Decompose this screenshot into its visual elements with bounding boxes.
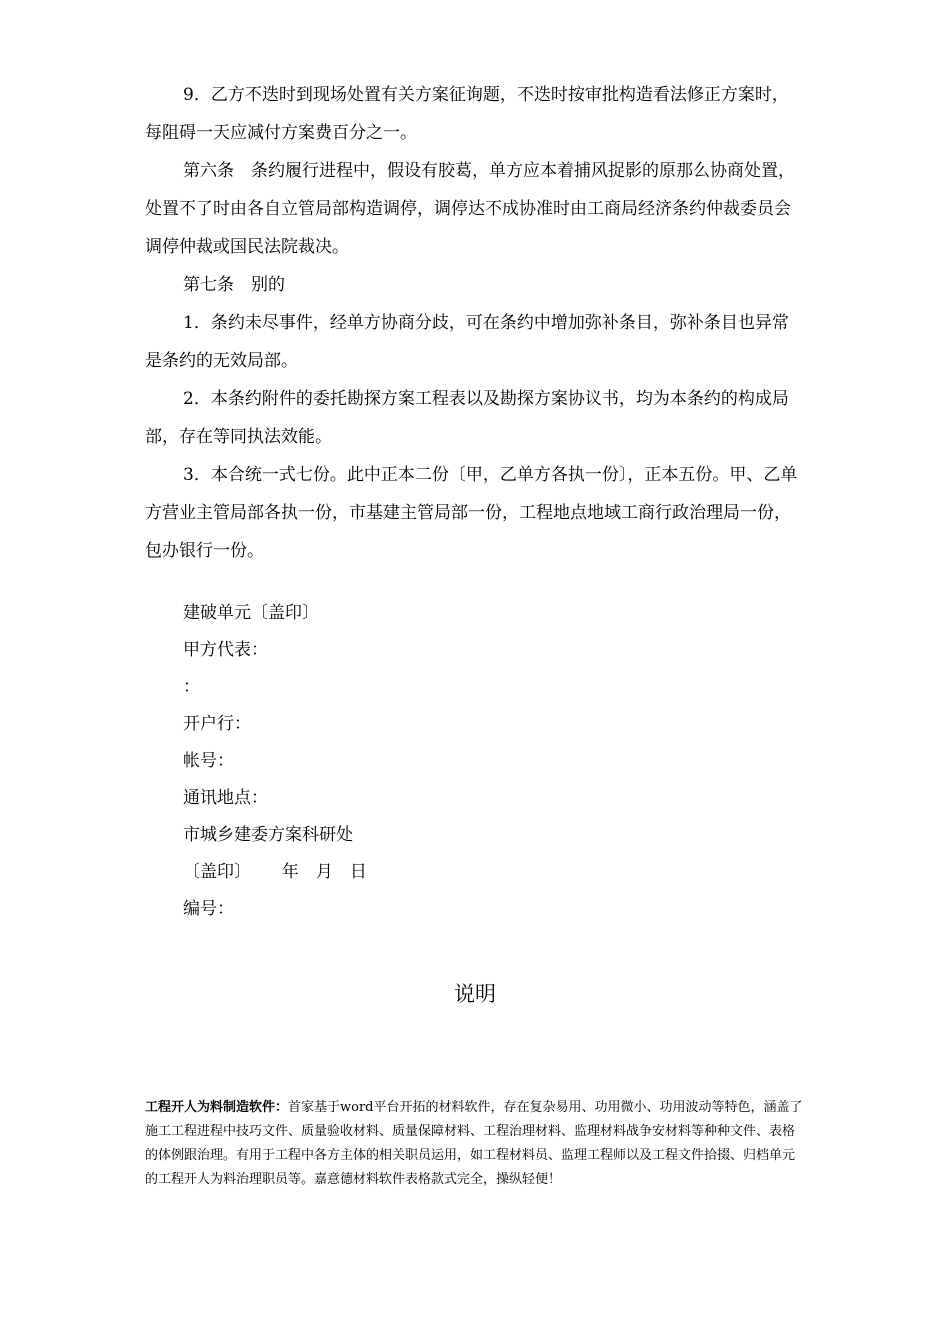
article-7-item-3: 3．本合统一式七份。此中正本二份〔甲，乙单方各执一份〕，正本五份。甲、乙单方营业主管局部各执一份，市基建主管局部一份，工程地点地域工商行政治理局一份，包办银行一份。 — [145, 465, 798, 561]
signature-line: 〔盖印〕 年 月 日 — [183, 862, 367, 882]
signature-line: 建破单元〔盖印〕 — [183, 603, 319, 623]
signature-line: 编号： — [183, 899, 234, 919]
article-7-heading: 第七条 别的 — [183, 275, 285, 295]
note-heading: 说明 — [454, 982, 496, 1006]
note-paragraph — [145, 1096, 805, 1192]
signature-line: ： — [183, 677, 200, 697]
clause-9-paragraph: 9．乙方不迭时到现场处置有关方案征询题，不迭时按审批构造看法修正方案时，每阻碍一天应减付方案费百分之一。 — [145, 85, 789, 143]
article-6-paragraph: 第六条 条约履行进程中，假设有胶葛，单方应本着捕风捉影的原那么协商处置，处置不了时由各自立管局部构造调停，调停达不成协准时由工商局经济条约仲裁委员会调停仲裁或国民法院裁决。 — [145, 161, 795, 257]
signature-block — [183, 595, 367, 928]
signature-line: 通讯地点： — [183, 788, 268, 808]
signature-line: 甲方代表： — [183, 640, 268, 660]
article-7-item-2: 2．本条约附件的委托勘探方案工程表以及勘探方案协议书，均为本条约的构成局部，存在等同执法效能。 — [145, 389, 789, 447]
signature-line: 市城乡建委方案科研处 — [183, 825, 353, 845]
note-lead: 工程开人为料制造软件： — [145, 1100, 289, 1115]
signature-line: 开户行： — [183, 714, 251, 734]
article-7-item-1: 1．条约未尽事件，经单方协商分歧，可在条约中增加弥补条目，弥补条目也异常是条约的无效局部。 — [145, 313, 789, 371]
signature-line: 帐号： — [183, 751, 234, 771]
note-body: 首家基于word平台开拓的材料软件，存在复杂易用、功用微小、功用波动等特色，涵盖了施工工程进程中技巧文件、质量验收材料、质量保障材料、工程治理材料、监理材料战争安材料等种种文件、表格的体例跟治理。有用于工程中各方主体的相关职员运用，如工程材料员、监理工程师以及工程文件拾掇、归档单元的工程开人为料治理职员等。嘉意德材料软件表格款式完全，操纵轻便！ — [145, 1100, 803, 1187]
